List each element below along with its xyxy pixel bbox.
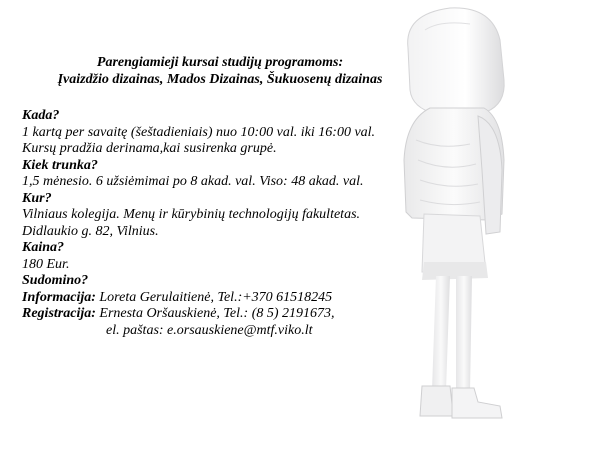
answer-when-2: Kursų pradžia derinama,kai susirenka grupė. <box>22 141 277 156</box>
answer-where-2: Didlaukio g. 82, Vilnius. <box>22 223 159 239</box>
course-heading <box>20 54 420 88</box>
heading-line-2: Įvaizdžio dizainas, Mados Dizainas, Šukuosenų dizainas <box>57 72 383 87</box>
answer-when-1: 1 kartą per savaitę (šeštadieniais) nuo 10:00 val. iki 16:00 val. <box>22 124 376 140</box>
answer-price: 180 Eur. <box>22 256 70 272</box>
answer-where-1: Vilniaus kolegija. Menų ir kūrybinių technologijų fakultetas. <box>22 207 361 222</box>
course-details <box>22 108 462 339</box>
question-when: Kada? <box>22 108 60 123</box>
question-duration: Kiek trunka? <box>22 157 98 173</box>
answer-duration: 1,5 mėnesio. 6 užsiėmimai po 8 akad. val. Viso: 48 akad. val. <box>22 174 364 189</box>
heading-line-1: Parengiamieji kursai studijų programoms: <box>96 55 344 70</box>
question-where: Kur? <box>22 190 52 206</box>
registration-label: Registracija: <box>22 306 96 321</box>
registration-email: el. paštas: e.orsauskiene@mtf.viko.lt <box>106 322 313 338</box>
registration-value: Ernesta Oršauskienė, Tel.: (8 5) 2191673, <box>99 306 335 321</box>
info-label: Informacija: <box>22 289 96 305</box>
question-interested: Sudomino? <box>22 273 89 288</box>
info-value: Loreta Gerulaitienė, Tel.:+370 61518245 <box>99 289 333 305</box>
question-price: Kaina? <box>22 240 65 255</box>
registration-row <box>22 306 462 323</box>
info-row <box>22 290 462 307</box>
